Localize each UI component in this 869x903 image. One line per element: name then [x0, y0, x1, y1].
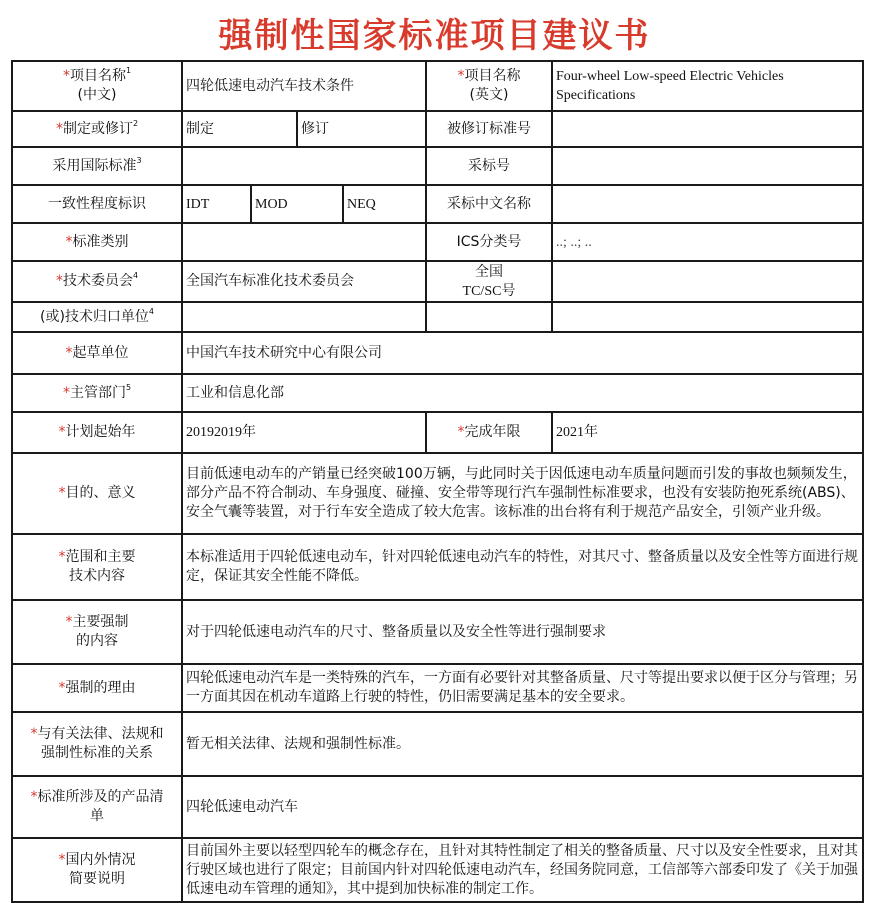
row-situation — [12, 838, 863, 902]
row-laws — [12, 712, 863, 776]
scope-label: *范围和主要 技术内容 — [12, 534, 182, 600]
proposal-form — [11, 60, 864, 903]
option-neq[interactable]: NEQ — [343, 185, 426, 223]
finish-year-label: *完成年限 — [426, 412, 552, 453]
purpose-label: *目的、意义 — [12, 453, 182, 534]
name-en-field[interactable]: Four-wheel Low-speed Electric Vehicles Specifications — [552, 61, 863, 111]
scope-field[interactable]: 本标准适用于四轮低速电动车，针对四轮低速电动汽车的特性，对其尺寸、整备质量以及安全性等方面进行规定，保证其安全性能不降低。 — [182, 534, 863, 600]
purpose-field[interactable]: 目前低速电动车的产销量已经突破100万辆，与此同时关于因低速电动车质量问题而引发的事故也频频发生，部分产品不符合制动、车身强度、碰撞、安全带等现行汽车强制性标准要求，也没有安装防抱死系统(ABS)、安全气囊等装置，对于行车安全造成了较大危害。该标准的出台将有利于规范产品安全，引领产业升级。 — [182, 453, 863, 534]
row-mandatory — [12, 600, 863, 664]
ics-label: ICS分类号 — [426, 223, 552, 261]
finish-year-field[interactable]: 2021年 — [552, 412, 863, 453]
adopt-no-label: 采标号 — [426, 147, 552, 185]
mandatory-label: *主要强制 的内容 — [12, 600, 182, 664]
revised-std-field[interactable] — [552, 111, 863, 147]
row-reason — [12, 664, 863, 712]
row-intl — [12, 147, 863, 185]
revised-std-label: 被修订标准号 — [426, 111, 552, 147]
products-label: *标准所涉及的产品清 单 — [12, 776, 182, 838]
laws-label: *与有关法律、法规和 强制性标准的关系 — [12, 712, 182, 776]
name-cn-label: *项目名称$^1$ (中文) — [12, 61, 182, 111]
row-revise — [12, 111, 863, 147]
unit-field[interactable] — [182, 302, 426, 332]
mandatory-field[interactable]: 对于四轮低速电动汽车的尺寸、整备质量以及安全性等进行强制要求 — [182, 600, 863, 664]
start-year-label: *计划起始年 — [12, 412, 182, 453]
committee-field[interactable]: 全国汽车标准化技术委员会 — [182, 261, 426, 302]
revise-label: *制定或修订$^2$ — [12, 111, 182, 147]
intl-std-label: 采用国际标准$^3$ — [12, 147, 182, 185]
adopt-name-label: 采标中文名称 — [426, 185, 552, 223]
products-field[interactable]: 四轮低速电动汽车 — [182, 776, 863, 838]
unit-extra-cell — [426, 302, 552, 332]
consistency-label: 一致性程度标识 — [12, 185, 182, 223]
row-dept — [12, 374, 863, 412]
row-name — [12, 61, 863, 111]
drafter-field[interactable]: 中国汽车技术研究中心有限公司 — [182, 332, 863, 374]
start-year-field[interactable]: 20192019年 — [182, 412, 426, 453]
reason-label: *强制的理由 — [12, 664, 182, 712]
row-products — [12, 776, 863, 838]
committee-label: *技术委员会$^4$ — [12, 261, 182, 302]
option-revise[interactable]: 修订 — [297, 111, 426, 147]
row-scope — [12, 534, 863, 600]
ics-field[interactable]: ..; ..; .. — [552, 223, 863, 261]
row-drafter — [12, 332, 863, 374]
row-purpose — [12, 453, 863, 534]
category-label: *标准类别 — [12, 223, 182, 261]
page-title: 强制性国家标准项目建议书 — [218, 16, 651, 56]
category-field[interactable] — [182, 223, 426, 261]
name-en-label: *项目名称 (英文) — [426, 61, 552, 111]
option-establish[interactable]: 制定 — [182, 111, 297, 147]
name-cn-field[interactable]: 四轮低速电动汽车技术条件 — [182, 61, 426, 111]
reason-field[interactable]: 四轮低速电动汽车是一类特殊的汽车，一方面有必要针对其整备质量、尺寸等提出要求以便于区分与管理；另一方面其因在机动车道路上行驶的特性，仍旧需要满足基本的安全要求。 — [182, 664, 863, 712]
row-category — [12, 223, 863, 261]
row-committee — [12, 261, 863, 302]
row-consistency — [12, 185, 863, 223]
situation-label: *国内外情况 简要说明 — [12, 838, 182, 902]
laws-field[interactable]: 暂无相关法律、法规和强制性标准。 — [182, 712, 863, 776]
tc-field[interactable] — [552, 261, 863, 302]
intl-std-field[interactable] — [182, 147, 426, 185]
drafter-label: *起草单位 — [12, 332, 182, 374]
tc-label: 全国 TC/SC号 — [426, 261, 552, 302]
unit-extra-field — [552, 302, 863, 332]
option-idt[interactable]: IDT — [182, 185, 251, 223]
dept-label: *主管部门$^5$ — [12, 374, 182, 412]
dept-field[interactable]: 工业和信息化部 — [182, 374, 863, 412]
option-mod[interactable]: MOD — [251, 185, 343, 223]
row-unit — [12, 302, 863, 332]
adopt-name-field[interactable] — [552, 185, 863, 223]
row-start — [12, 412, 863, 453]
situation-field[interactable]: 目前国外主要以轻型四轮车的概念存在，且针对其特性制定了相关的整备质量、尺寸以及安全性要求，且对其行驶区域也进行了限定；目前国内针对四轮低速电动汽车，经国务院同意，工信部等六部委印发了《关于加强低速电动车管理的通知》，其中提到加快标准的制定工作。 — [182, 838, 863, 902]
adopt-no-field[interactable] — [552, 147, 863, 185]
unit-label: (或)技术归口单位$^4$ — [12, 302, 182, 332]
